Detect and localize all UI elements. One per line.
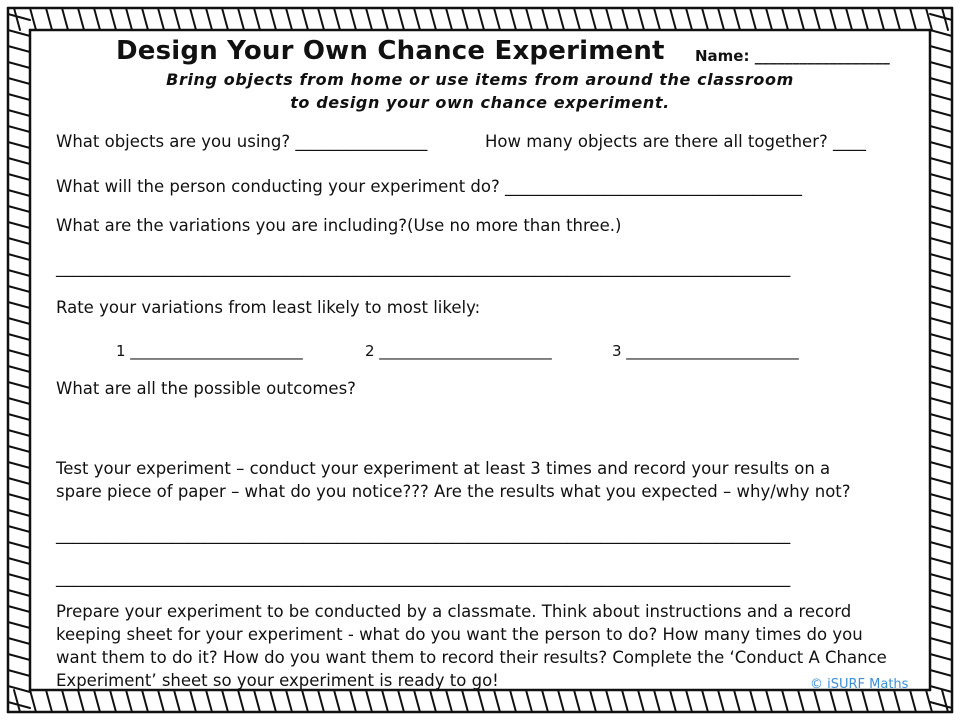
page-title: Design Your Own Chance Experiment	[116, 36, 665, 66]
rate-blank-1[interactable]: 1 _______________________	[116, 342, 303, 360]
answer-line-test-2[interactable]: _________________________________________________________________________________________	[56, 568, 791, 587]
rate-blank-2[interactable]: 2 _______________________	[365, 342, 552, 360]
question-objects[interactable]: What objects are you using? ________________	[56, 132, 428, 151]
question-test-line-1: Test your experiment – conduct your experiment at least 3 times and record your results on a	[56, 459, 831, 478]
question-rate-variations: Rate your variations from least likely to most likely:	[56, 298, 481, 317]
rate-blank-3[interactable]: 3 _______________________	[612, 342, 799, 360]
name-field[interactable]: Name: __________________	[695, 47, 890, 65]
instructions-paragraph: Prepare your experiment to be conducted by a classmate. Think about instructions and a record keeping sheet for your experiment - what do you want the person to do? How many times do you want them to do it? How do you want them to record their results? Complete the ‘Conduct A Chance Experiment’ sheet so your experiment is ready to go!	[56, 602, 887, 690]
question-object-count[interactable]: How many objects are there all together? ____	[485, 132, 866, 151]
copyright-text: © iSURF Maths	[810, 677, 909, 692]
subtitle-line-2: to design your own chance experiment.	[290, 93, 670, 112]
question-variations: What are the variations you are including?(Use no more than three.)	[56, 216, 622, 235]
answer-line-test-1[interactable]: _________________________________________________________________________________________	[56, 525, 791, 544]
question-test-line-2: spare piece of paper – what do you notice??? Are the results what you expected – why/why not?	[56, 482, 851, 501]
question-outcomes: What are all the possible outcomes?	[56, 379, 356, 398]
subtitle-line-1: Bring objects from home or use items from around the classroom	[166, 70, 794, 89]
answer-line-variations[interactable]: _________________________________________________________________________________________	[56, 258, 791, 277]
question-person-action[interactable]: What will the person conducting your experiment do? ____________________________________	[56, 177, 803, 196]
